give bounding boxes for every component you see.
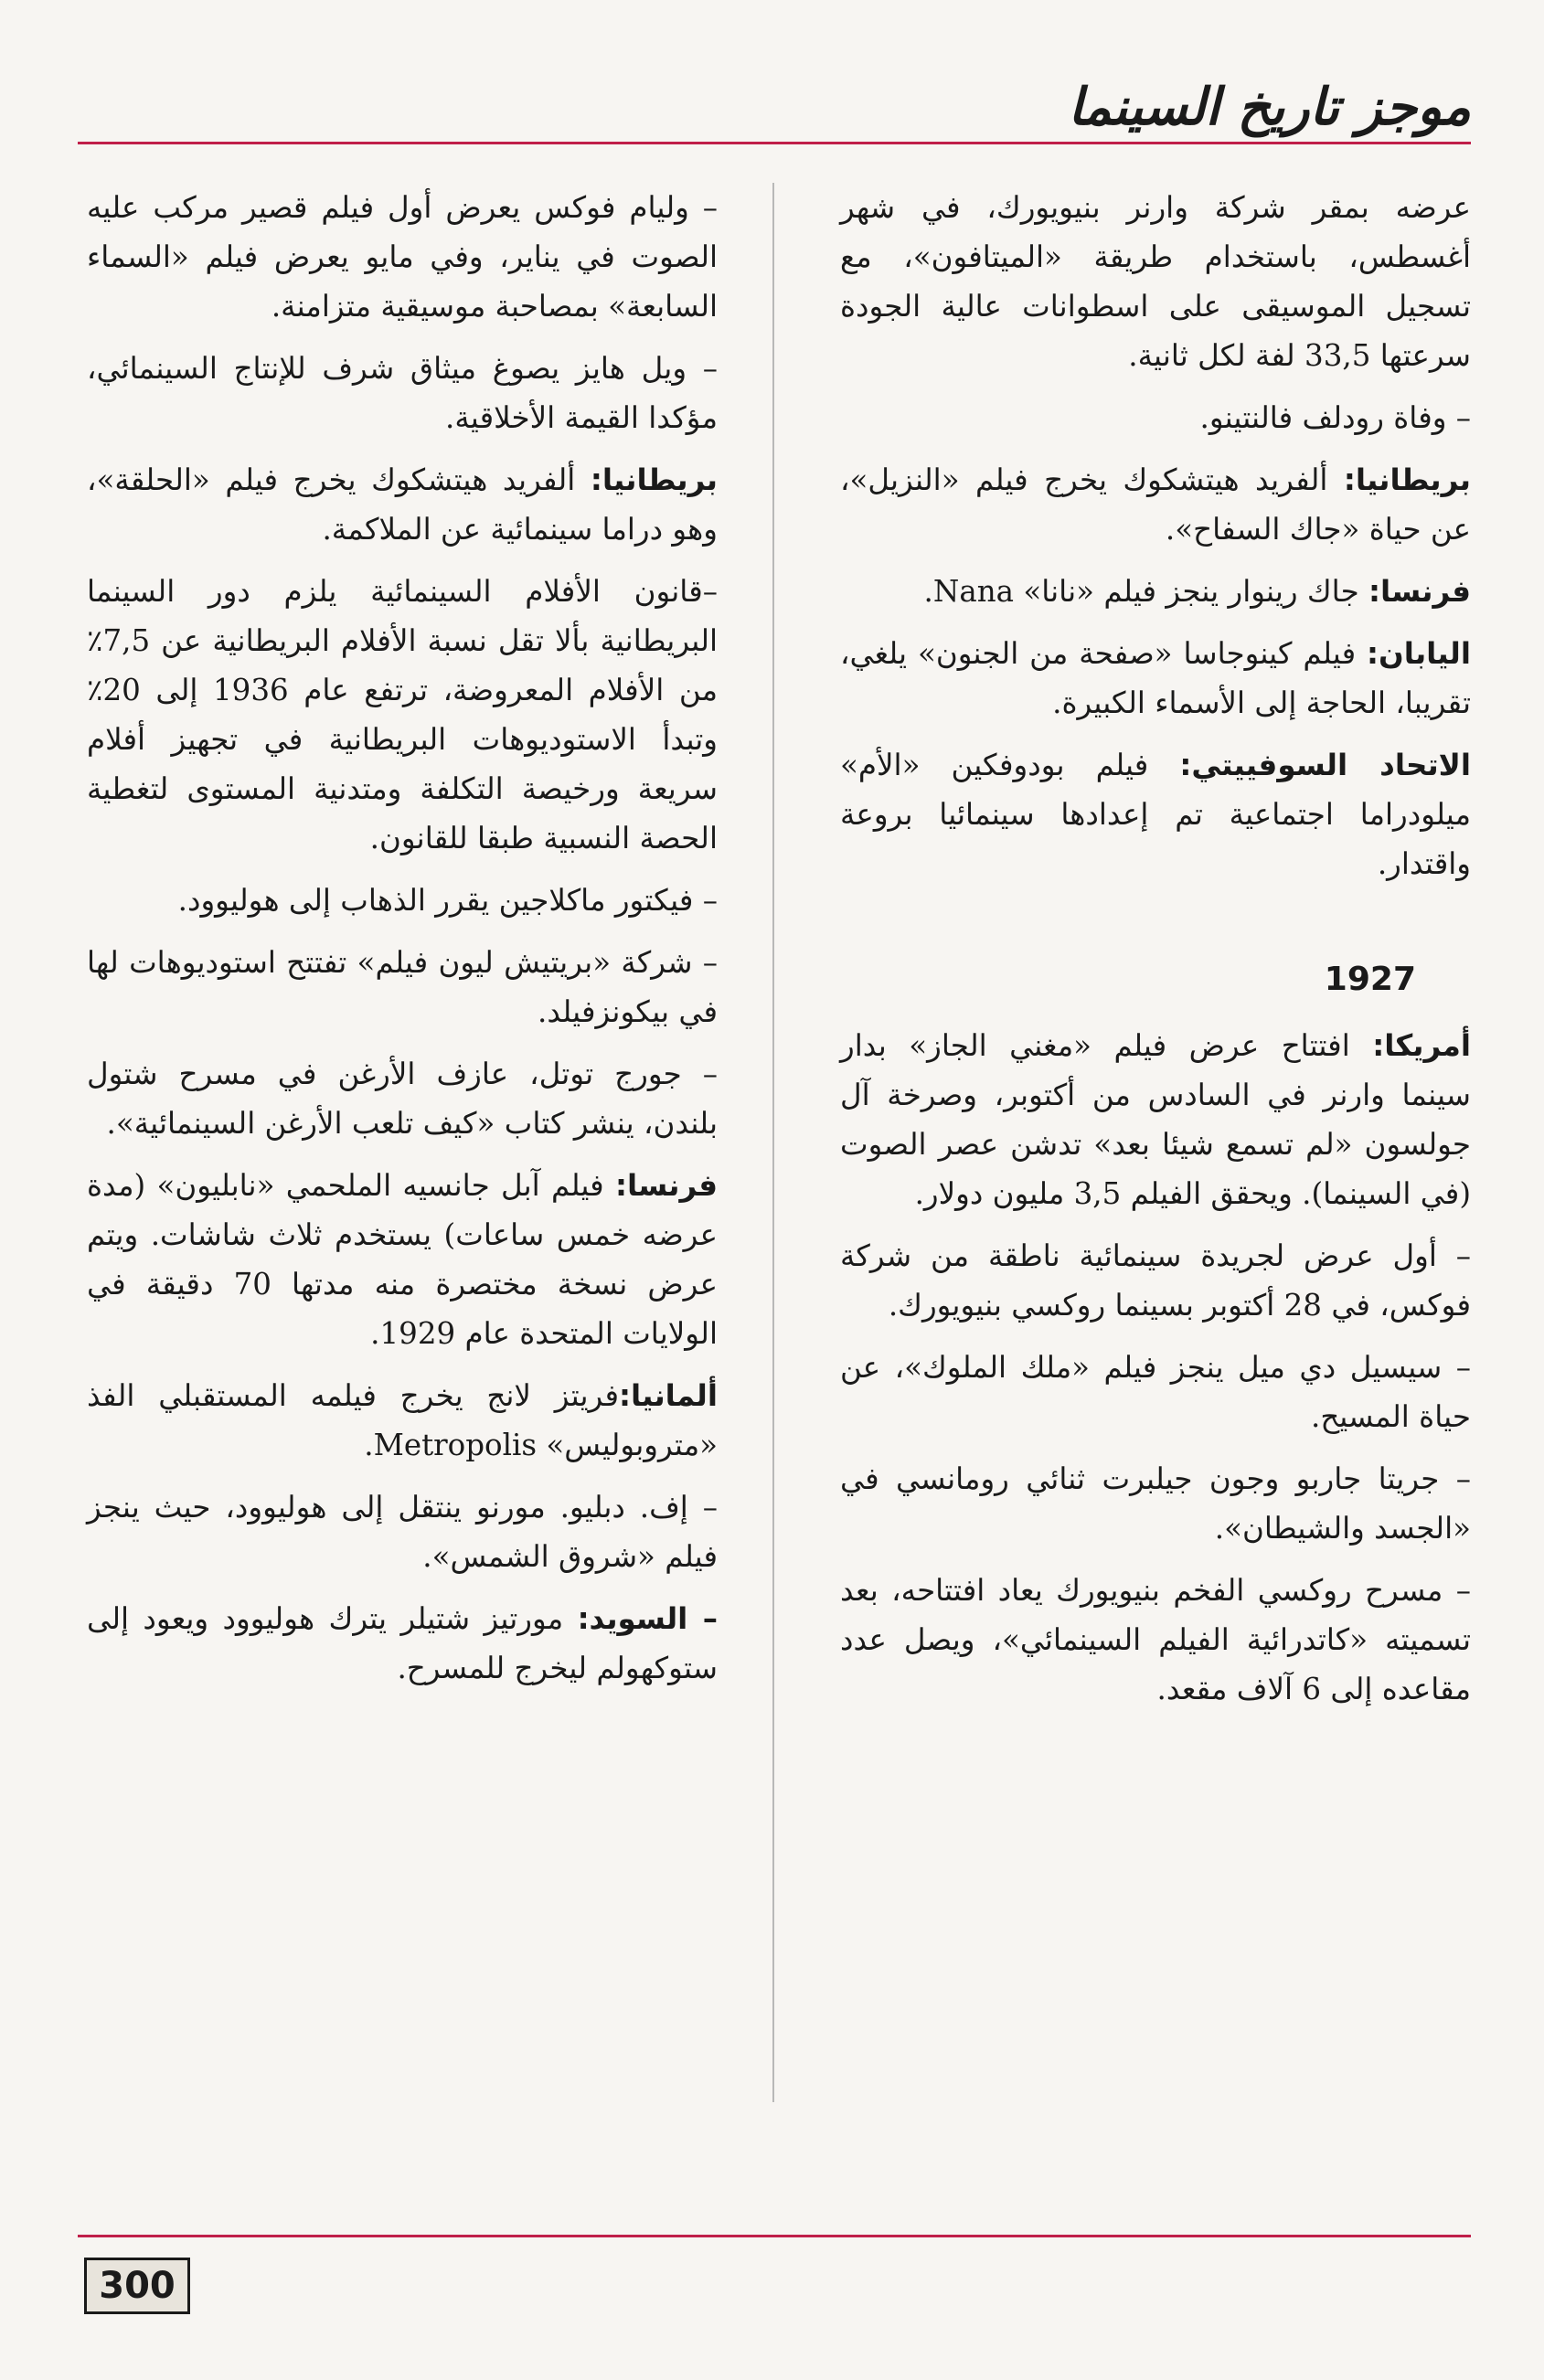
paragraph [87,344,718,442]
paragraph [87,567,718,863]
paragraph [840,740,1471,888]
paragraph [840,1566,1471,1714]
paragraph [840,1454,1471,1553]
footer-rule [78,2235,1471,2237]
paragraph [87,938,718,1036]
paragraph [87,1049,718,1148]
paragraph-text: ألفريد هيتشكوك يخرج فيلم «النزيل»، عن حياة «جاك السفاح». [840,462,1471,547]
paragraph-text: – فيكتور ماكلاجين يقرر الذهاب إلى هوليوود. [177,883,718,918]
country-label: اليابان: [1367,636,1471,671]
paragraph-text: فيلم بودوفكين «الأم» ميلودراما اجتماعية تم إعدادها سينمائيا بروعة واقتدار. [840,748,1471,881]
paragraph-text: جاك رينوار ينجز فيلم «نانا» Nana. [923,574,1369,609]
paragraph-text: –قانون الأفلام السينمائية يلزم دور السينما البريطانية بألا تقل نسبة الأفلام البريطانية عن 7,5٪ من الأفلام المعروضة، ترتفع عام 1936 إلى 20٪ وتبدأ الاستوديوهات البريطانية في تجهيز أفلام سريعة ورخيصة التكلفة ومتدنية المستوى لتغطية الحصة النسبية طبقا للقانون. [87,574,718,855]
paragraph-text: – إف. دبليو. مورنو ينتقل إلى هوليوود، حيث ينجز فيلم «شروق الشمس». [87,1490,718,1574]
paragraph [87,1482,718,1581]
country-label: ألمانيا: [618,1378,718,1413]
country-label: بريطانيا: [590,462,718,497]
paragraph-text: – وليام فوكس يعرض أول فيلم قصير مركب عليه الصوت في يناير، وفي مايو يعرض فيلم «السماء السابعة» بمصاحبة موسيقية متزامنة. [87,190,718,324]
paragraph [840,1231,1471,1330]
paragraph-text: – أول عرض لجريدة سينمائية ناطقة من شركة فوكس، في 28 أكتوبر بسينما روكسي بنيويورك. [840,1238,1471,1323]
paragraph [87,1371,718,1470]
country-label: فرنسا: [1368,574,1471,609]
right-column [840,183,1471,1727]
country-label: أمريكا: [1372,1028,1471,1063]
paragraph [840,393,1471,442]
country-label: – السويد: [577,1601,718,1636]
paragraph-text: – جورج توتل، عازف الأرغن في مسرح شتول بلندن، ينشر كتاب «كيف تلعب الأرغن السينمائية». [87,1057,718,1141]
left-column [87,183,718,1705]
paragraph [87,455,718,554]
paragraph [840,567,1471,616]
paragraph [87,876,718,925]
paragraph [840,629,1471,728]
paragraph-text: – ويل هايز يصوغ ميثاق شرف للإنتاج السينمائي، مؤكدا القيمة الأخلاقية. [87,351,718,435]
paragraph [87,1161,718,1358]
paragraph-text: فيلم كينوجاسا «صفحة من الجنون» يلغي، تقريبا، الحاجة إلى الأسماء الكبيرة. [840,636,1471,720]
paragraph-text: فريتز لانج يخرج فيلمه المستقبلي الفذ «متروبوليس» Metropolis. [87,1378,718,1462]
paragraph [87,183,718,331]
year-heading: 1927 [1324,961,1416,998]
paragraph-text: – سيسيل دي ميل ينجز فيلم «ملك الملوك»، عن حياة المسيح. [840,1350,1471,1434]
paragraph-text: – وفاة رودلف فالنتينو. [1199,400,1471,435]
paragraph-text: – جريتا جاربو وجون جيلبرت ثنائي رومانسي في «الجسد والشيطان». [840,1461,1471,1546]
country-label: فرنسا: [615,1168,718,1203]
paragraph-text: افتتاح عرض فيلم «مغني الجاز» بدار سينما وارنر في السادس من أكتوبر، وصرخة آل جولسون «لم تسمع شيئا بعد» تدشن عصر الصوت (في السينما). ويحقق الفيلم 3,5 مليون دولار. [840,1028,1471,1211]
paragraph-text: – مسرح روكسي الفخم بنيويورك يعاد افتتاحه، بعد تسميته «كاتدرائية الفيلم السينمائي»، ويصل عدد مقاعده إلى 6 آلاف مقعد. [840,1573,1471,1706]
paragraph-text: – شركة «بريتيش ليون فيلم» تفتتح استوديوهات لها في بيكونزفيلد. [87,945,718,1029]
page-header [78,78,1471,151]
paragraph [87,1594,718,1693]
paragraph-text: عرضه بمقر شركة وارنر بنيويورك، في شهر أغسطس، باستخدام طريقة «الميتافون»، مع تسجيل الموسيقى على اسطوانات عالية الجودة سرعتها 33,5 لفة لكل ثانية. [840,190,1471,373]
paragraph-text: فيلم آبل جانسيه الملحمي «نابليون» (مدة عرضه خمس ساعات) يستخدم ثلاث شاشات. ويتم عرض نسخة مختصرة منه مدتها 70 دقيقة في الولايات المتحدة عام 1929. [87,1168,718,1351]
country-label: الاتحاد السوفييتي: [1179,748,1471,782]
paragraph [840,455,1471,554]
running-title: موجز تاريخ السينما [1068,78,1471,137]
paragraph [840,183,1471,380]
country-label: بريطانيا: [1343,462,1471,497]
page-number: 300 [84,2258,190,2314]
paragraph-text: مورتيز شتيلر يترك هوليوود ويعود إلى ستوكهولم ليخرج للمسرح. [87,1601,718,1685]
paragraph-text: ألفريد هيتشكوك يخرج فيلم «الحلقة»، وهو دراما سينمائية عن الملاكمة. [87,462,718,547]
paragraph [840,1343,1471,1441]
column-divider [772,183,774,2102]
paragraph [840,1021,1471,1218]
header-rule [78,142,1471,144]
